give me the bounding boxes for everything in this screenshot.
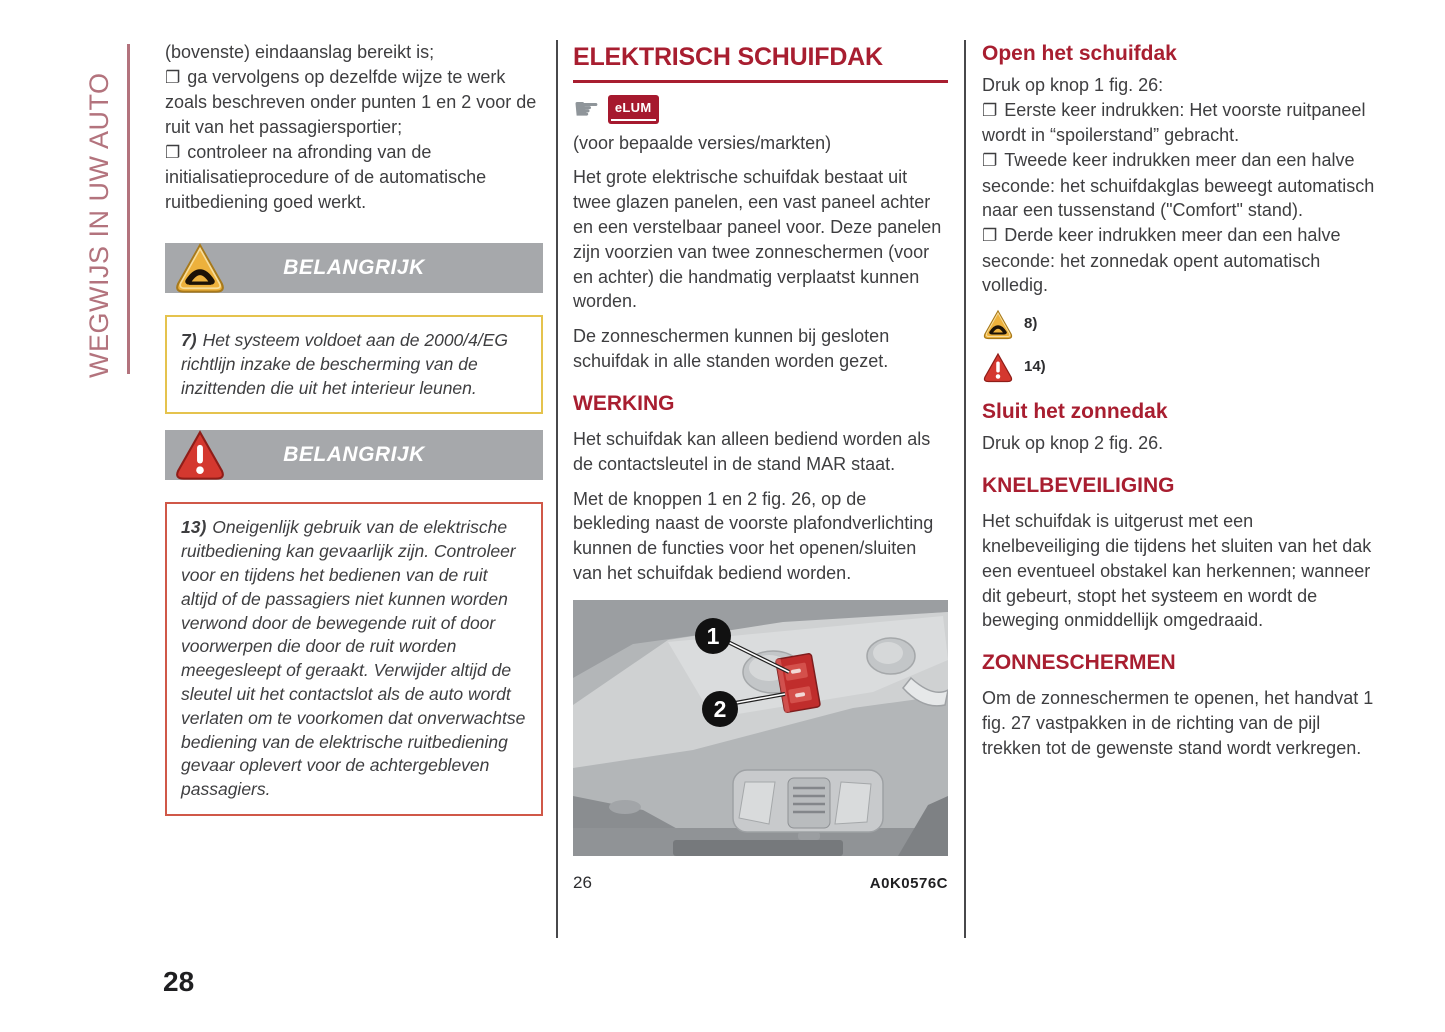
warning-reference-label: 14)	[1024, 358, 1046, 376]
paragraph: (voor bepaalde versies/markten)	[573, 132, 832, 153]
paragraph: Het grote elektrische schuifdak bestaat uit twee glazen panelen, een vast paneel achter en een verstelbaar paneel voor. Deze panelen zijn voorzien van twee zonneschermen (voor en achter) die handmatig verplaatst kunnen worden.	[573, 167, 942, 312]
bullet-item: ❐ Tweede keer indrukken meer dan een halve seconde: het schuifdakglas beweegt automatisch naar een tussenstand ("Comfort" stand).	[982, 150, 1375, 221]
svg-text:1: 1	[706, 622, 720, 649]
paragraph: (bovenste) eindaanslag bereikt is;	[165, 42, 435, 62]
figure-roof-console	[573, 600, 948, 895]
bullet-item: ❐ controleer na afronding van de initialisatieprocedure of de automatische ruitbediening goed werkt.	[165, 141, 487, 213]
roof-lamp-unit	[733, 770, 883, 840]
column-separator	[964, 40, 966, 938]
note-box-7: 7) Het systeem voldoet aan de 2000/4/EG richtlijn inzake de bescherming van de inzittenden die uit het interieur leunen.	[165, 315, 543, 414]
column-right	[982, 40, 1375, 771]
section-title: ELEKTRISCH SCHUIFDAK	[573, 43, 883, 71]
subsection-title: Open het schuifdak	[982, 42, 1177, 65]
figure-caption	[573, 871, 948, 895]
chapter-sidebar-label: WEGWIJS IN UW AUTO	[84, 72, 114, 378]
pointing-hand-icon: ☛	[573, 91, 600, 127]
danger-warning-icon	[173, 427, 227, 490]
checkbox-bullet-icon: ❐	[165, 142, 181, 163]
important-banner-label: BELANGRIJK	[283, 442, 425, 466]
warning-reference	[982, 351, 1375, 384]
column-separator	[556, 40, 558, 938]
danger-warning-icon	[982, 351, 1014, 384]
elum-book-icon: eLUM	[608, 95, 659, 125]
paragraph: Om de zonneschermen te openen, het handvat 1 fig. 27 vastpakken in de richting van de pijl trekken tot de gewenste stand wordt verkregen.	[982, 688, 1374, 758]
checkbox-bullet-icon: ❐	[982, 151, 998, 172]
figure-code: A0K0576C	[869, 874, 948, 892]
paragraph: Het schuifdak kan alleen bediend worden als de contactsleutel in de stand MAR staat.	[573, 428, 931, 474]
warning-reference	[982, 308, 1375, 341]
note-number: 13)	[181, 517, 207, 538]
roof-console-illustration	[573, 600, 948, 856]
subsection-title: WERKING	[573, 391, 675, 415]
important-banner	[165, 430, 543, 480]
page-number: 28	[163, 966, 195, 997]
paragraph: Met de knoppen 1 en 2 fig. 26, op de bekleding naast de voorste plafondverlichting kunnen de functies voor het openen/sluiten van het schuifdak bediend worden.	[573, 488, 934, 584]
subsection-title: Sluit het zonnedak	[982, 400, 1168, 424]
paragraph: De zonneschermen kunnen bij gesloten schuifdak in alle standen worden gezet.	[573, 326, 890, 372]
chapter-sidebar-rule	[127, 44, 130, 374]
bullet-item: ❐ Eerste keer indrukken: Het voorste ruitpaneel wordt in “spoilerstand” gebracht.	[982, 99, 1366, 146]
paragraph: Druk op knop 2 fig. 26.	[982, 433, 1164, 454]
subsection-title: ZONNESCHERMEN	[982, 651, 1176, 675]
elum-reference-row	[573, 91, 948, 127]
note-box-13: 13) Oneigenlijk gebruik van de elektrische ruitbediening kan gevaarlijk zijn. Controleer voor en tijdens het bedienen van de ruit altijd of de passagiers niet kunnen worden verwond door de bewegende ruit of door voorwerpen die door de ruit worden meegesleept of geraakt. Verwijder altijd de sleutel uit het contactslot als de auto wordt verlaten om te voorkomen dat onverwachtse bediening van de elektrische ruitbediening gevaar oplevert voor de achtergebleven passagiers.	[165, 502, 543, 816]
paragraph: Het schuifdak is uitgerust met een knelbeveiliging die tijdens het sluiten van het dak een eventueel obstakel kan herkennen; wanneer dit gebeurt, stopt het systeem en wordt de beweging onmiddellijk omgedraaid.	[982, 511, 1372, 631]
paragraph: Druk op knop 1 fig. 26:	[982, 74, 1164, 95]
important-banner	[165, 243, 543, 293]
pinch-warning-icon	[982, 308, 1014, 341]
note-number: 7)	[181, 330, 197, 351]
checkbox-bullet-icon: ❐	[982, 226, 998, 247]
checkbox-bullet-icon: ❐	[165, 67, 181, 88]
figure-number: 26	[573, 872, 592, 892]
warning-reference-label: 8)	[1024, 315, 1038, 333]
subsection-title: KNELBEVEILIGING	[982, 474, 1175, 498]
section-title-rule	[573, 80, 948, 83]
column-center	[573, 40, 948, 894]
pinch-warning-icon	[173, 240, 227, 303]
checkbox-bullet-icon: ❐	[982, 100, 998, 121]
important-banner-label: BELANGRIJK	[283, 255, 425, 279]
bullet-item: ❐ Derde keer indrukken meer dan een halve seconde: het zonnedak opent automatisch volledig.	[982, 225, 1341, 296]
column-left	[165, 40, 543, 830]
bullet-item: ❐ ga vervolgens op dezelfde wijze te werk zoals beschreven onder punten 1 en 2 voor de ruit van het passagiersportier;	[165, 66, 537, 138]
svg-text:2: 2	[713, 695, 727, 722]
